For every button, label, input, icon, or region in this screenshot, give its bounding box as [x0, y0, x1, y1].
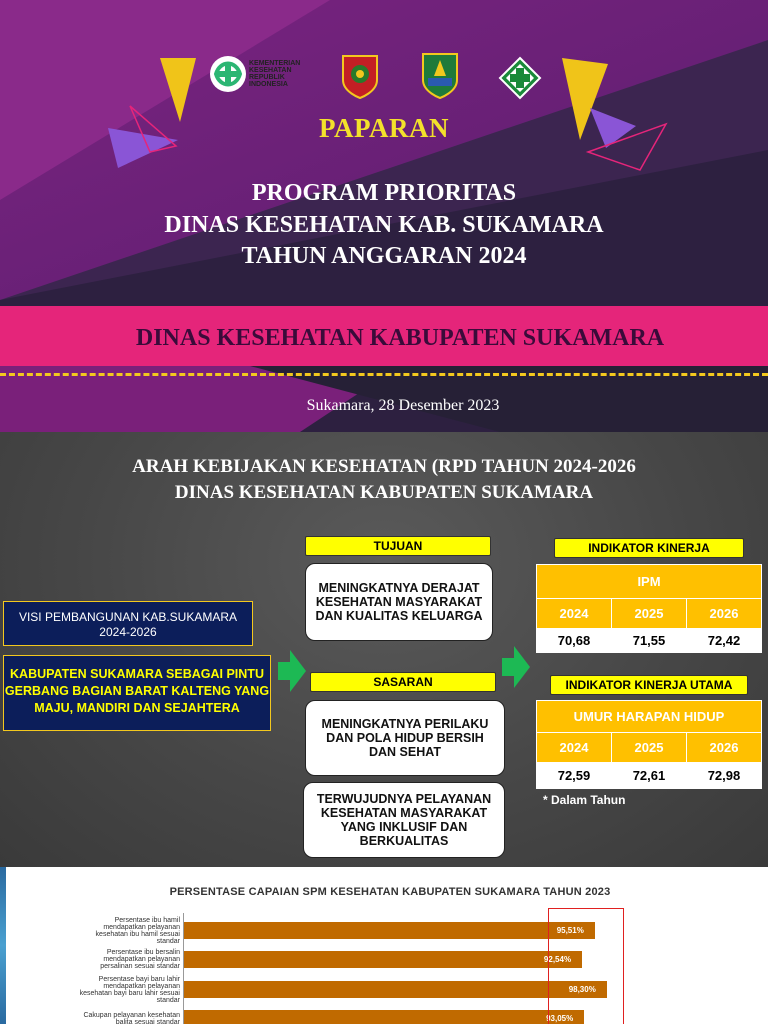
bar-label-line: persalinan sesuai standar	[100, 963, 180, 970]
ipm-value: 72,42	[687, 629, 762, 653]
sasaran-box-1: MENINGKATNYA PERILAKU DAN POLA HIDUP BERSIH DAN SEHAT	[305, 700, 505, 776]
highlight-box	[548, 908, 624, 1024]
uhh-year: 2026	[686, 733, 761, 763]
bar-label-line: Cakupan pelayanan kesehatan	[83, 1011, 180, 1019]
bar-label-line: standar	[156, 996, 180, 1004]
spm-chart-slide	[0, 867, 768, 1024]
policy-heading-2: DINAS KESEHATAN KABUPATEN SUKAMARA	[174, 482, 594, 503]
title-line-2: DINAS KESEHATAN KAB. SUKAMARA	[164, 212, 604, 238]
dinas-band-text: DINAS KESEHATAN KABUPATEN SUKAMARA	[135, 325, 665, 351]
paparan-heading: PAPARAN	[319, 113, 449, 143]
indikator-utama-label: INDIKATOR KINERJA UTAMA	[550, 675, 748, 695]
bar-label-line: mendapatkan pelayanan	[103, 923, 180, 931]
bar-label	[20, 976, 180, 1004]
kemenkes-text: KEMENTERIAN KESEHATAN REPUBLIK INDONESIA	[249, 60, 301, 88]
kabupaten-vision-box: KABUPATEN SUKAMARA SEBAGAI PINTU GERBANG BAGIAN BARAT KALTENG YANG MAJU, MANDIRI DAN SEJAHTERA	[3, 655, 271, 731]
tujuan-label: TUJUAN	[305, 536, 491, 556]
presentation-date: Sukamara, 28 Desember 2023	[306, 397, 500, 414]
policy-direction-slide	[0, 432, 768, 867]
bar	[184, 1010, 584, 1024]
unit-note: * Dalam Tahun	[543, 793, 626, 807]
dashed-divider	[0, 373, 768, 376]
kalteng-emblem-icon	[340, 52, 380, 100]
bar-label-line: mendapatkan pelayanan	[103, 982, 180, 990]
visi-box	[3, 601, 253, 646]
uhh-title: UMUR HARAPAN HIDUP	[537, 701, 762, 733]
visi-line-2: 2024-2026	[99, 625, 157, 639]
chart-title: PERSENTASE CAPAIAN SPM KESEHATAN KABUPATEN SUKAMARA TAHUN 2023	[169, 886, 611, 898]
arrow-right-icon	[278, 650, 306, 692]
visi-line-1: VISI PEMBANGUNAN KAB.SUKAMARA	[18, 610, 238, 624]
ipm-year: 2024	[537, 599, 612, 629]
ipm-title: IPM	[537, 565, 762, 599]
bar-label-line: standar	[156, 937, 180, 945]
uhh-value: 72,59	[537, 763, 612, 789]
bar-value-label: 92,54%	[543, 955, 572, 964]
bar	[184, 981, 607, 998]
bar-label-line: kesehatan bayi baru lahir sesuai	[79, 989, 180, 997]
policy-heading-1: ARAH KEBIJAKAN KESEHATAN (RPD TAHUN 2024-2026	[132, 456, 636, 477]
title-slide	[0, 0, 768, 432]
arrow-right-icon-2	[502, 646, 530, 688]
title-line-1: PROGRAM PRIORITAS	[251, 180, 517, 206]
ipm-year: 2026	[687, 599, 762, 629]
indikator-kinerja-label: INDIKATOR KINERJA	[554, 538, 744, 558]
sasaran-box-2: TERWUJUDNYA PELAYANAN KESEHATAN MASYARAKAT YANG INKLUSIF DAN BERKUALITAS	[303, 782, 505, 858]
bar-value-label: 93,05%	[546, 1014, 574, 1023]
health-cross-logo-icon	[498, 56, 542, 100]
bar-value-label: 95,51%	[556, 926, 584, 935]
kemenkes-logo	[208, 52, 248, 96]
bar-label-line: balita sesuai standar	[115, 1018, 180, 1024]
uhh-table	[536, 700, 762, 789]
uhh-value: 72,61	[611, 763, 686, 789]
bar-label-line: mendapatkan pelayanan	[103, 956, 180, 963]
bar-label-line: Persentase ibu hamil	[114, 916, 180, 924]
bar-label	[20, 949, 180, 970]
sasaran-label: SASARAN	[310, 672, 496, 692]
bar-label-line: Persentase bayi baru lahir	[98, 975, 180, 983]
uhh-value: 72,98	[686, 763, 761, 789]
bar-label	[20, 917, 180, 945]
ipm-value: 70,68	[537, 629, 612, 653]
bar	[184, 922, 595, 939]
sukamara-emblem-icon	[420, 50, 460, 100]
tujuan-box: MENINGKATNYA DERAJAT KESEHATAN MASYARAKAT DAN KUALITAS KELUARGA	[305, 563, 493, 641]
bar-value-label: 98,30%	[568, 985, 596, 994]
ipm-table	[536, 564, 762, 653]
bar-label	[20, 1012, 180, 1024]
bar-label-line: Persentase ibu bersalin	[106, 949, 180, 956]
bar	[184, 951, 582, 968]
uhh-year: 2024	[537, 733, 612, 763]
ipm-value: 71,55	[612, 629, 687, 653]
ipm-year: 2025	[612, 599, 687, 629]
uhh-year: 2025	[611, 733, 686, 763]
title-line-3: TAHUN ANGGARAN 2024	[241, 243, 527, 269]
bar-label-line: kesehatan ibu hamil sesuai	[95, 930, 180, 938]
